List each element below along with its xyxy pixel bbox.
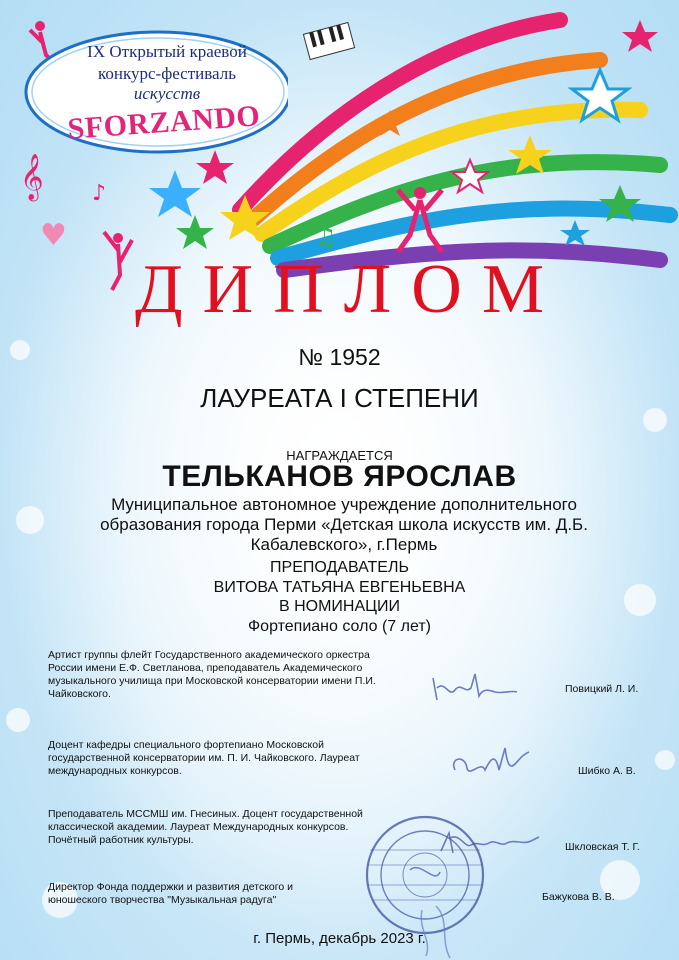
teacher-label: ПРЕПОДАВАТЕЛЬ xyxy=(270,559,409,576)
logo-line-2: конкурс-фестиваль xyxy=(97,64,236,83)
jury-name-4: Бажукова В. В. xyxy=(542,891,615,903)
nomination-label: В НОМИНАЦИИ xyxy=(278,598,400,615)
diploma-number: № 1952 xyxy=(298,344,381,370)
svg-text:♪: ♪ xyxy=(92,181,107,206)
jury-description-2: Доцент кафедры специального фортепиано Московской государственной консерватории им. П. И. Чайковского. Лауреат международных конкурсов. xyxy=(48,739,360,777)
logo-line-3: искусств xyxy=(133,84,201,103)
recipient-name: ТЕЛЬКАНОВ ЯРОСЛАВ xyxy=(162,460,517,493)
festival-logo xyxy=(20,26,288,156)
jury-name-2: Шибко А. В. xyxy=(578,765,636,777)
logo-brand: SFORZANDO xyxy=(66,99,262,146)
jury-description-3: Преподаватель МССМШ им. Гнесиных. Доцент государственной классической академии. Лауреат Международных конкурсов. Почётный работник культуры. xyxy=(48,808,363,846)
signature-1 xyxy=(425,668,525,708)
recipient-organization: Муниципальное автономное учреждение дополнительного образования города Перми «Детская школа искусств им. Д.Б. Кабалевского», г.Пермь xyxy=(100,495,588,554)
nomination: Фортепиано соло (7 лет) xyxy=(248,618,431,635)
teacher-name: ВИТОВА ТАТЬЯНА ЕВГЕНЬЕВНА xyxy=(213,579,466,596)
jury-name-1: Повицкий Л. И. xyxy=(565,683,639,695)
signature-2 xyxy=(445,740,535,785)
jury-description-4: Директор Фонда поддержки и развития детского и юношеского творчества "Музыкальная радуга" xyxy=(48,881,293,906)
diploma-title: ДИПЛОМ xyxy=(134,251,565,328)
svg-text:♥: ♥ xyxy=(40,218,67,253)
diploma-degree: ЛАУРЕАТА I СТЕПЕНИ xyxy=(200,383,479,413)
awarded-label: НАГРАЖДАЕТСЯ xyxy=(286,448,393,463)
jury-description-1: Артист группы флейт Государственного академического оркестра России имени Е.Ф. Светланова, преподаватель Академического музыкального училища при Московской консерватории имени П.И. Чайковского. xyxy=(48,649,376,700)
jury-name-3: Шкловская Т. Г. xyxy=(565,841,640,853)
svg-text:𝄞: 𝄞 xyxy=(20,154,44,200)
svg-text:♫: ♫ xyxy=(315,223,337,251)
footer-place-date: г. Пермь, декабрь 2023 г. xyxy=(253,930,426,947)
logo-line-1: IX Открытый краевой xyxy=(87,42,247,61)
